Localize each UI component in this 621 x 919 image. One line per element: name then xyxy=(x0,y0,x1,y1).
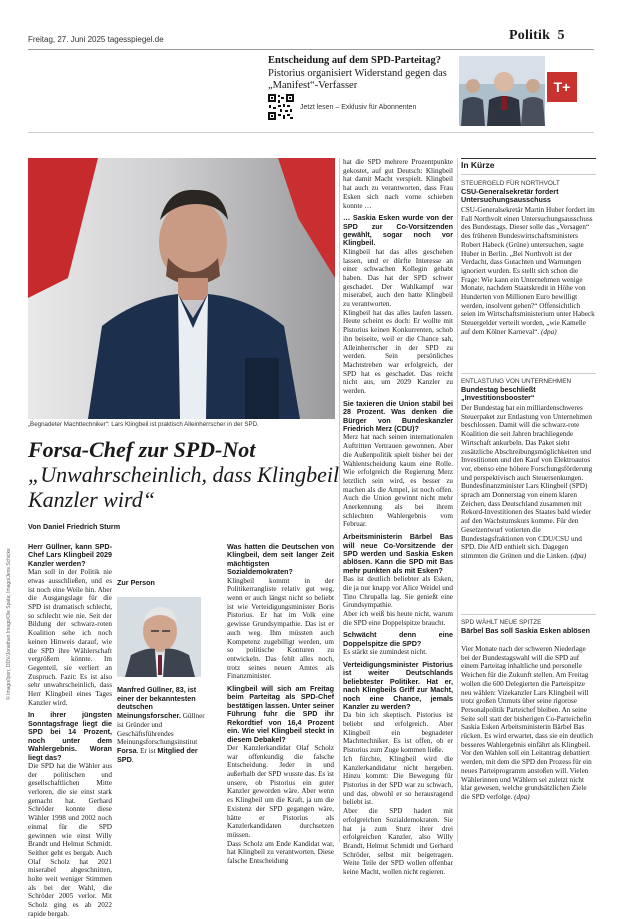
interview-answer: Da bin ich skeptisch. Pistorius ist beliebt und erfolgreich. Aber Klingbeil ein begnadeter Machttechniker. Es ist offen, ob er Pistorius zum Zuge kommen ließe. xyxy=(343,711,453,755)
interview-answer: Klingbeil hat das alles geschehen lassen, und er dürfte Interesse an einer schwachen Kollegin gehabt haben. Das hat der SPD schwer geschadet. Der Wahlkampf war miserabel, auch den hatte Klingbeil zu verantworten. xyxy=(343,247,453,309)
brief-2-body: Der Bundestag hat ein milliardenschweres Steuerpaket zur Entlastung von Unternehmen beschlossen. Damit will die schwarz-rote Koalition die seit Jahren brachliegende Wirtschaft ankurbeln. Das Paket sieht zusätzliche Abschreibungsmöglichkeiten und Investitionen und den Kauf von Elektroautos vor, ebenso eine höhere Forschungsförderung und perspektivisch auch Steuersenkungen. Bundesfinanzminister Lars Klingbeil (SPD) sprach am Donnerstag von einem klaren Zeichen, dass Deutschland zusammen mit Rekord-Investitionen des Staates bald wieder auf den Wachstumskurs komme. Für den Gesetzentwurf votierten die Bundestagsfraktionen von CDU/CSU und SPD. Die AfD enthielt sich. Dagegen stimmten die Grünen und die Linken. xyxy=(461,404,593,560)
interview-question: Sie taxieren die Union stabil bei 28 Prozent. Was denken die Bürger von Bundeskanzler Friedrich Merz (CDU)? xyxy=(343,398,453,434)
interview-answer: Der Kanzlerkandidat Olaf Scholz war offenkundig die falsche Entscheidung. Jeder in und außerhalb der SPD wusste das. Es ist unsere, ob Pistorius ein guter Kanzler geworden wäre. Aber wenn es Klingbeil um die Kraft, ja um die Existenz der SPD gegangen wäre, hätte er Pistorius als Kanzlerkandidaten durchsetzen müssen. xyxy=(227,743,334,839)
in-kuerze-rule xyxy=(461,158,596,159)
person-mitglied: Mitglied der SPD xyxy=(117,745,198,764)
article-column-2 xyxy=(227,539,334,866)
interview-question: Schwächt denn eine Doppelspitze die SPD? xyxy=(343,630,453,648)
person-bio-2: Güllner ist Gründer und Geschäftsführendes Meinungsforschungsinstitut xyxy=(117,712,205,747)
person-bio-3: . Er ist xyxy=(136,746,158,755)
qr-code-icon[interactable] xyxy=(268,94,294,120)
section-name: Politik xyxy=(509,28,551,43)
article-column-3 xyxy=(343,158,453,877)
page-number: 5 xyxy=(557,28,565,43)
portrait-illustration xyxy=(28,158,335,419)
sidebar-divider xyxy=(457,158,458,842)
interview-question: In ihrer jüngsten Sonntagsfrage liegt die SPD bei 14 Prozent, noch unter dem Wahlergebnis. Woran liegt das? xyxy=(28,710,112,762)
brief-3-body: Vier Monate nach der schweren Niederlage bei der Bundestagswahl will die SPD auf einem Parteitag inhaltliche und personelle Weichen für die Zukunft stellen. Am Freitag wollen die 600 Delegierten die Parteispitze neu wählen: Vizekanzler Lars Klingbeil will trotz großen Unmuts über seine rigorose Personalpolitik Parteichef bleiben. An seine Seite soll statt der bisherigen Co-Parteichefin Saskia Esken Arbeitsministerin Bärbel Bas rücken. Es wird erwartet, dass sie ein deutlich besseres Wahlergebnis einfährt als Klingbeil. Vor den Wahlen soll ein Leitantrag debattiert werden, mit dem die SPD den Prozess für ein neues Parteiprogramm anstoßen will. Vielen Wählerinnen und Wählern sei zuletzt nicht klar gewesen, welche grundsätzlichen Ziele die SPD verfolge. xyxy=(461,645,593,801)
brief-3-text xyxy=(461,645,596,802)
in-kuerze-title-rule xyxy=(461,174,596,175)
brief-1-text xyxy=(461,206,596,337)
teaser-photo-illustration xyxy=(459,56,545,126)
interview-answer: Merz hat nach seinen internationalen Auftritten Vertrauen gewonnen. Aber die Außenpolitik spielt bisher bei der Wahlentscheidung kaum eine Rolle. Wie erfolgreich die Regierung Merz letztlich sein wird, es besser zu machen als die Ampel, ist noch offen. Auch die Union gewinnt nicht mehr Anerkennung als bei ihrem schlechten Wahlergebnis vom Februar. xyxy=(343,433,453,529)
brief-1-headline: CSU-Generalsekretär fordert Untersuchungsausschuss xyxy=(461,187,559,205)
brief-2-headline: Bundestag beschließt „Investitionsbooster“ xyxy=(461,385,536,403)
interview-question: Klingbeil will sich am Freitag beim Parteitag als SPD-Chef bestätigen lassen. Unter seiner Führung fuhr die SPD ihr Rekordtief von 16,4 Prozent ein. Wie viel Klingbeil steckt in diesem Debakel? xyxy=(227,684,334,744)
teaser-cta-link[interactable]: Jetzt lesen – Exklusiv für Abonnenten xyxy=(300,104,417,111)
article-headline xyxy=(28,437,340,512)
header-rule xyxy=(28,49,594,50)
interview-question: Herr Güllner, kann SPD-Chef Lars Klingbeil 2029 Kanzler werden? xyxy=(28,542,112,568)
interview-answer: Es stärkt sie zumindest nicht. xyxy=(343,648,428,657)
headline-line-2: „Unwahrscheinlich, dass Klingbeil Kanzler wird“ xyxy=(28,462,340,512)
teaser-rule xyxy=(28,132,594,133)
article-column-1 xyxy=(28,539,112,919)
interview-answer: Klingbeil hat das alles laufen lassen. Heute scheint es doch: Er wollte mit Pistorius keinen Konkurrenten, schob ihn beiseite, weil er die Chance sah, Alleinherrscher in der SPD zu werden. Sein persönliches Machtstreben war erfolgreich, der SPD hat es geschadet. Das reicht nicht aus, um 2029 Kanzler zu werden. xyxy=(343,308,453,396)
main-photo xyxy=(28,158,335,419)
interview-answer: Aber ich weiß bis heute nicht, warum die SPD eine Doppelspitze braucht. xyxy=(343,610,453,627)
headline-line-1: Forsa-Chef zur SPD-Not xyxy=(28,437,256,462)
person-photo xyxy=(117,597,201,677)
teaser-subtitle[interactable]: Pistorius organisiert Widerstand gegen das „Manifest“-Verfasser xyxy=(268,68,447,91)
person-forsa: Forsa xyxy=(117,745,137,755)
tplus-badge[interactable]: T+ xyxy=(547,72,577,102)
brief-divider-2 xyxy=(461,614,596,615)
in-kuerze-title: In Kürze xyxy=(461,160,495,170)
byline: Von Daniel Friedrich Sturm xyxy=(28,522,121,531)
brief-1-source: (dpa) xyxy=(541,327,557,336)
brief-2-text xyxy=(461,404,596,561)
brief-divider-1 xyxy=(461,373,596,374)
interview-question: Was hatten die Deutschen von Klingbeil, dem seit langer Zeit mächtigsten Sozialdemokraten? xyxy=(227,542,334,577)
photo-credit: © Imago/Ipon; DDV/Jonathan Imago/Ole Spata; Imago/Jens Schicke xyxy=(6,548,12,700)
photo-caption: „Begnadeter Machttechniker“: Lars Klingbeil ist praktisch Alleinherrscher in der SPD. xyxy=(28,421,259,428)
interview-question: Arbeitsministerin Bärbel Bas will neue Co-Vorsitzende der SPD werden und Saskia Esken ablösen. Kann die SPD mit Bas mehr punkten als mit Esken? xyxy=(343,532,453,575)
person-bio xyxy=(117,686,205,764)
header-date-site: Freitag, 27. Juni 2025 tagesspiegel.de xyxy=(28,35,164,44)
interview-answer: Dass Scholz am Ende Kandidat war, hat Klingbeil zu verantworten. Diese falsche Entscheidung xyxy=(227,839,334,866)
interview-answer: Man soll in der Politik nie etwas ausschließen, und es ist noch eine Weile hin. Aber die Ausgangslage für die SPD ist dramatisch schlecht, so schlecht wie nie. Seit der Bildung der schwarz-roten Koalition sehe ich noch keinen Hinweis darauf, wie die SPD ihre Wählerschaft vergrößern könnte. Im Gegenteil, sie verliert an Zuspruch. Fazit: Es ist also sehr unwahrscheinlich, dass Herr Klingbeil eines Tages Kanzler wird. xyxy=(28,568,112,707)
brief-2-kicker: ENTLASTUNG VON UNTERNEHMEN xyxy=(461,378,572,385)
person-name: Manfred Güllner xyxy=(117,685,172,694)
interview-answer: Die SPD hat die Wähler aus der politischen und gesellschaftlichen Mitte verloren, die sie einst stark gemacht hat. Gerhard Schröder konnte diese Wähler 1998 und 2002 noch einmal für die SPD gewinnen wie einst Willy Brandt und Helmut Schmidt. Seither geht es bergab. Auch Olaf Scholz hat 2021 miserabel abgeschnitten, holte weit weniger Stimmen als bei der Wahl, die Schröder 2005 verlor. Mit Scholz ging es ab 2022 rapide bergab. xyxy=(28,761,112,918)
brief-3-source: (dpa) xyxy=(514,792,530,801)
interview-question: … Saskia Esken wurde von der SPD zur Co-Vorsitzenden gewählt, sogar noch vor Klingbeil. xyxy=(343,213,453,248)
interview-answer: Klingbeil kommt in der Politikerrangliste relativ gut weg, wenn er auch längst nicht so beliebt ist wie Verteidigungsminister Boris Pistorius. Er hat im Volk eine gewisse Grundsympathie. Das ist er auch weg. Ihm müssten auch Kompetenz zugebilligt werden, um so politische Konturen zu entwickeln. Das fehlt alles noch, trotz seines neuen Amtes als Finanzminister. xyxy=(227,576,334,681)
teaser-photo[interactable] xyxy=(459,56,545,126)
column-divider xyxy=(339,158,340,842)
person-bio-4: . xyxy=(131,755,134,764)
person-bio-1: , 83, ist einer der bekanntesten deutschen Meinungsforscher. xyxy=(117,685,197,721)
teaser-title[interactable]: Entscheidung auf dem SPD-Parteitag? xyxy=(268,55,441,66)
interview-answer: hat die SPD mehrere Prozentpunkte gekostet, auf gut Deutsch: Klingbeil hat damit Macht verspielt. Klingbeil hat auch zu verantworten, dass Frau Esken sich nach vorne schieben konnte … xyxy=(343,158,453,210)
interview-answer: Aber die SPD hadert mit erfolgreichen Sozialdemokraten. Sie hat ja zum Sturz ihrer drei erfolgreichen Kanzler, also Willy Brandt, Helmut Schmidt und Gerhard Schröder, selbst mit beigetragen. Weite Teile der SPD wollen offenbar keine Macht, wollen nicht regieren. xyxy=(343,807,453,877)
brief-2-source: (dpa) xyxy=(570,551,587,560)
interview-answer: Bas ist deutlich beliebter als Esken, die ja nur knapp vor Alice Weidel und Tino Chrupalla lag. Sie genießt eine Grundsympathie. xyxy=(343,575,453,610)
person-box-label: Zur Person xyxy=(117,578,155,587)
brief-1-kicker: STEUERGELD FÜR NORTHVOLT xyxy=(461,180,560,187)
guellner-portrait xyxy=(117,597,201,677)
brief-1-body: CSU-Generalsekretär Martin Huber fordert im Fall Northvolt einen Untersuchungsausschuss des Bundestags. Dieser solle das „Versagen“ des früheren Bundeswirtschaftsministers Robert Habeck (Grüne) untersuchen, sagte Huber in Berlin. „Bei Northvolt ist der Verdacht, dass Gutachten und Warnungen ignoriert wurden. Es stellt sich schon die Frage: Wie kann ein Unternehmen wenige Monate, nachdem Staatskredit in Höhe von Hunderten von Millionen Euro bewilligt werden, insolvent gehen?“ Offensichtlich seien im Wirtschaftsministerium unter Habeck Steuergelder verteilt worden, „wie Kamelle auf dem Kölner Karneval“. xyxy=(461,206,595,336)
brief-3-headline: Bärbel Bas soll Saskia Esken ablösen xyxy=(461,626,591,635)
interview-question: Verteidigungsminister Pistorius ist weiter Deutschlands beliebtester Politiker. Hat er, nach Klingbeils Griff zur Macht, noch eine Chance, jemals Kanzler zu werden? xyxy=(343,659,453,711)
brief-3-kicker: SPD WÄHLT NEUE SPITZE xyxy=(461,619,542,626)
interview-answer: Ich fürchte, Klingbeil wird die Kanzlerkandidatur nicht hergeben. Hinzu kommt: Die Bewegung für Pistorius in der SPD war zu schwach, und das, obwohl er so herausragend beliebt ist. xyxy=(343,754,453,807)
section-title xyxy=(509,28,565,44)
